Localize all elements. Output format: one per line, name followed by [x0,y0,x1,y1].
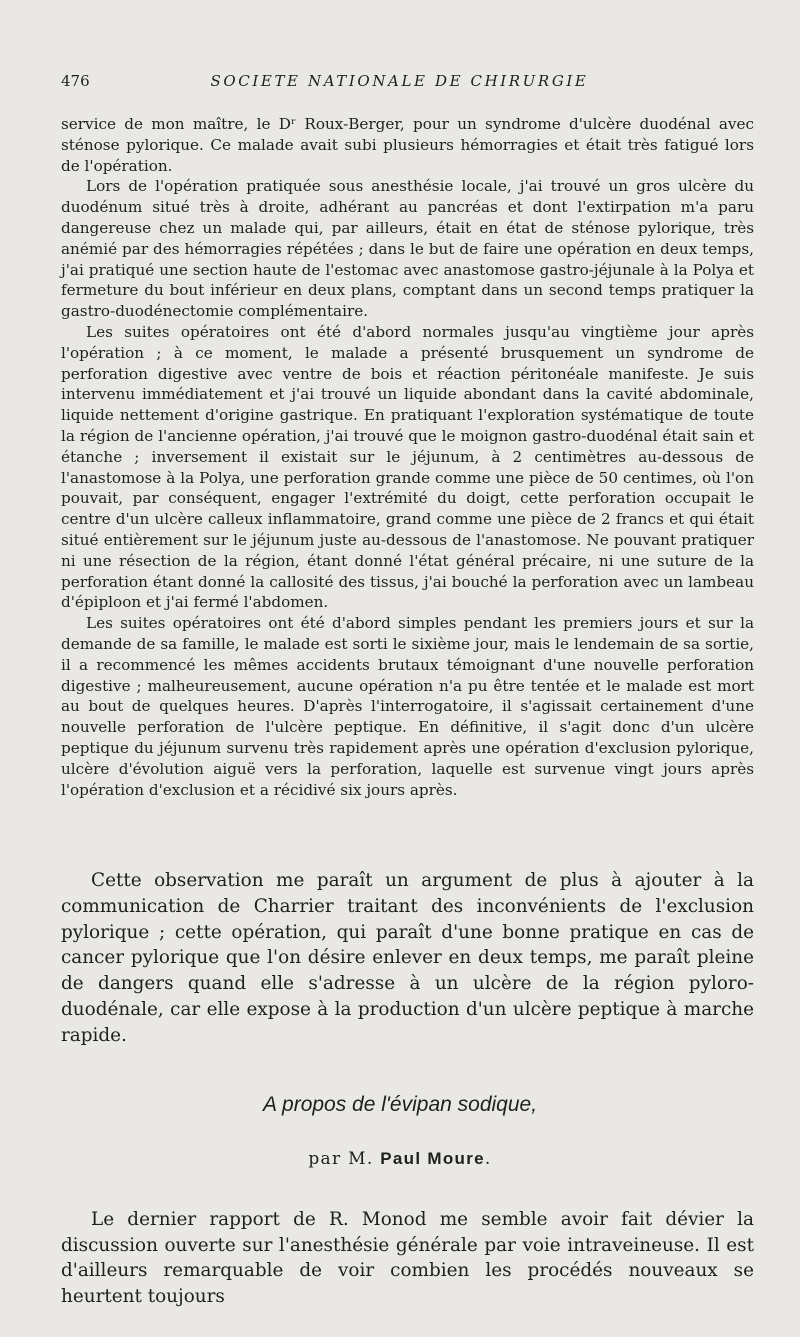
byline-prefix: par M. [308,1149,374,1169]
observation-text [61,114,754,800]
paragraph: Lors de l'opération pratiquée sous anesthésie locale, j'ai trouvé un gros ulcère du duodénum situé très à droite, adhérant au pancréas et dont l'extirpation m'a paru dangereuse chez un malade qui, par ailleurs, était en état de sténose pylorique, très anémié par des hémorragies répétées ; dans le but de faire une opération en deux temps, j'ai pratiqué une section haute de l'estomac avec anastomose gastro-jéjunale à la Polya et fermeture du bout inférieur en deux plans, comptant dans un second temps pratiquer la gastro-duodénectomie complémentaire. [61,177,754,321]
section-body [61,1207,754,1309]
paragraph: service de mon maître, le Dʳ Roux-Berger, pour un syndrome d'ulcère duodénal avec sténose pylorique. Ce malade avait subi plusieurs hémorragies et était très fatigué lors de l'opération. [61,115,754,175]
byline [0,1149,800,1169]
paragraph: Les suites opératoires ont été d'abord simples pendant les premiers jours et sur la demande de sa famille, le malade est sorti le sixième jour, mais le lendemain de sa sortie, il a recommencé les mêmes accidents brutaux témoignant d'une nouvelle perforation digestive ; malheureusement, aucune opération n'a pu être tentée et le malade est mort au bout de quelques heures. D'après l'interrogatoire, il s'agissait certainement d'une nouvelle perforation de l'ulcère peptique. En définitive, il s'agit donc d'un ulcère peptique du jéjunum survenu très rapidement après une opération d'exclusion pylorique, ulcère d'évolution aiguë vers la perforation, laquelle est survenue vingt jours après l'opération d'exclusion et a récidivé six jours après. [61,614,754,799]
paragraph: Cette observation me paraît un argument de plus à ajouter à la communication de Charrier traitant des inconvénients de l'exclusion pylorique ; cette opération, qui paraît d'une bonne pratique en cas de cancer pylorique que l'on désire enlever en deux temps, me paraît pleine de dangers quand elle s'adresse à un ulcère de la région pyloro-duodénale, car elle expose à la production d'un ulcère peptique à marche rapide. [61,870,754,1046]
paragraph: Le dernier rapport de R. Monod me semble avoir fait dévier la discussion ouverte sur l'anesthésie générale par voie intraveineuse. Il est d'ailleurs remarquable de voir combien les procédés nouveaux se heurtent toujours [61,1209,754,1307]
byline-suffix: . [484,1149,492,1169]
running-head: SOCIETE NATIONALE DE CHIRURGIE [210,72,589,90]
author-name: Paul Moure [380,1149,485,1168]
page-number: 476 [61,72,90,90]
commentary-text [61,868,754,1049]
page-header [61,72,738,96]
paragraph: Les suites opératoires ont été d'abord normales jusqu'au vingtième jour après l'opération ; à ce moment, le malade a présenté brusquement un syndrome de perforation digestive avec ventre de bois et réaction péritonéale manifeste. Je suis intervenu immédiatement et j'ai trouvé un liquide abondant dans la cavité abdominale, liquide nettement d'origine gastrique. En pratiquant l'exploration systématique de toute la région de l'ancienne opération, j'ai trouvé que le moignon gastro-duodénal était sain et étanche ; inversement il existait sur le jéjunum, à 2 centimètres au-dessous de l'anastomose à la Polya, une perforation grande comme une pièce de 50 centimes, où l'on pouvait, par conséquent, engager l'extrémité du doigt, cette perforation occupait le centre d'un ulcère calleux inflammatoire, grand comme une pièce de 2 francs et qui était situé entièrement sur le jéjunum juste au-dessous de l'anastomose. Ne pouvant pratiquer ni une résection de la région, étant donné l'état général précaire, ni une suture de la perforation étant donné la callosité des tissus, j'ai bouché la perforation avec un lambeau d'épiploon et j'ai fermé l'abdomen. [61,322,754,612]
section-title: A propos de l'évipan sodique, [262,1093,538,1116]
